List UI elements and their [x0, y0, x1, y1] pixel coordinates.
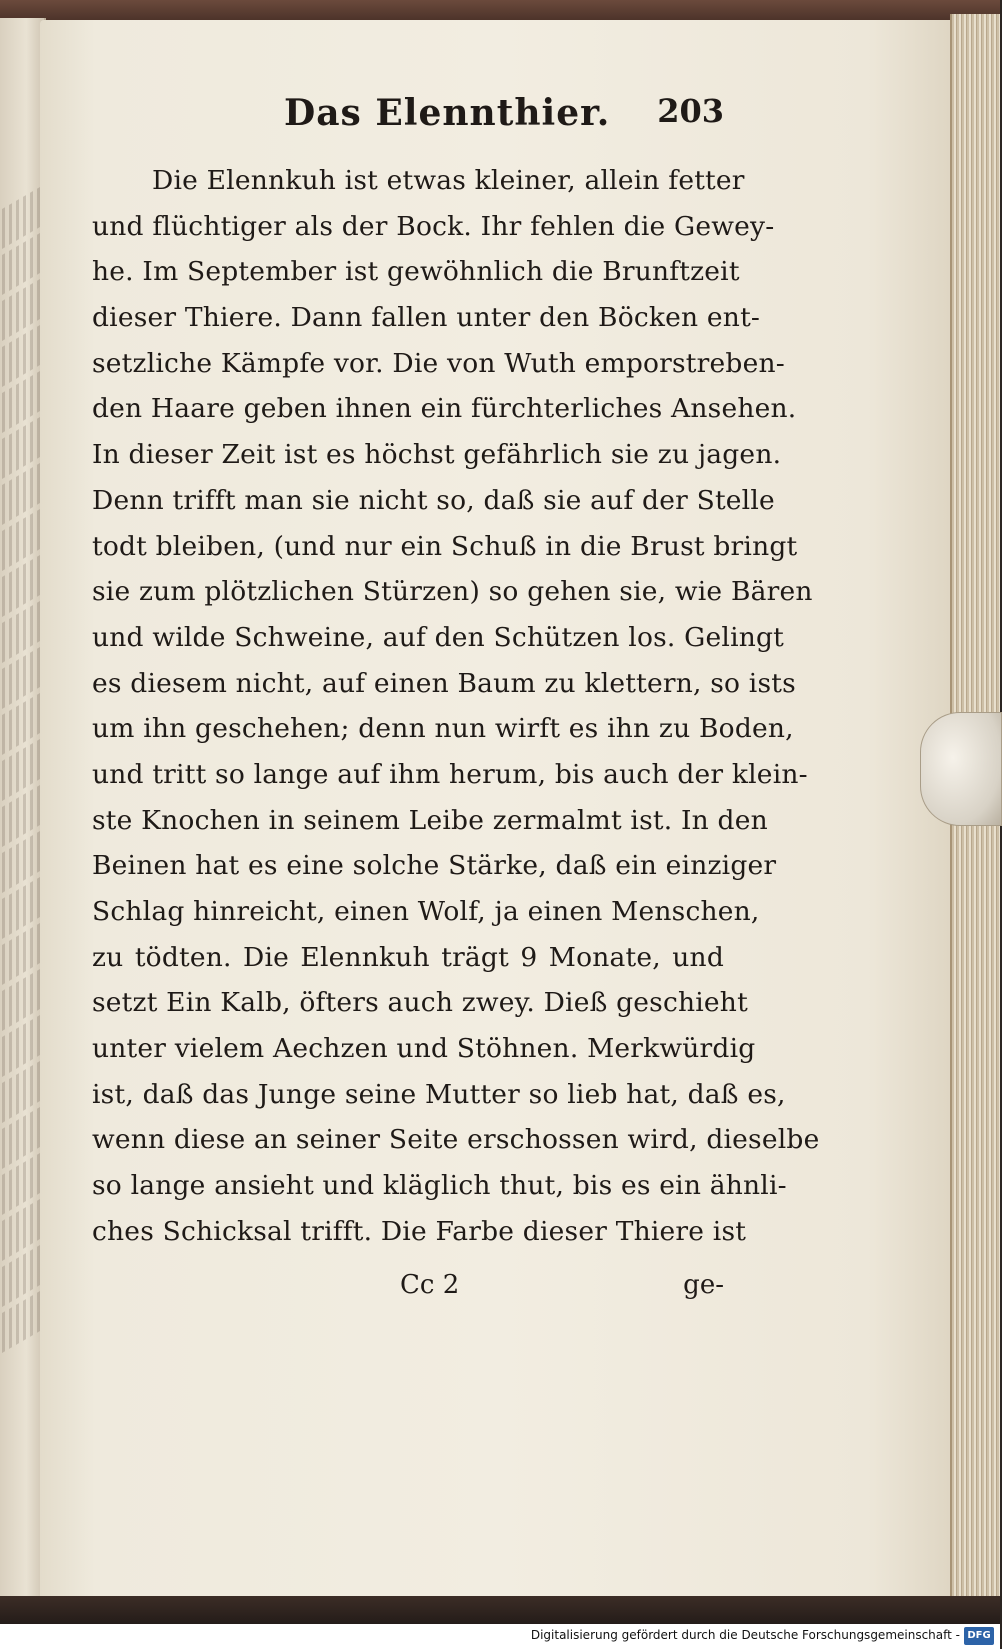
text-line: wenn diese an seiner Seite erschossen wird, dieselbe — [92, 1124, 820, 1156]
text-line: setzt Ein Kalb, öfters auch zwey. Dieß geschieht — [92, 987, 748, 1019]
text-line: Denn trifft man sie nicht so, daß sie auf der Stelle — [92, 484, 775, 516]
text-line: unter vielem Aechzen und Stöhnen. Merkwürdig — [92, 1033, 756, 1065]
dfg-logo: DFG — [964, 1627, 994, 1645]
text-line: und wilde Schweine, auf den Schützen los. Gelingt — [92, 621, 785, 653]
page-number: 203 — [657, 92, 724, 130]
facing-page-text-fragments — [2, 198, 40, 1378]
text-line: setzliche Kämpfe vor. Die von Wuth emporstreben- — [92, 347, 785, 379]
text-line: und flüchtiger als der Bock. Ihr fehlen die Gewey- — [92, 210, 775, 242]
text-line: und tritt so lange auf ihm herum, bis auch der klein- — [92, 758, 808, 790]
text-line: um ihn geschehen; denn nun wirft es ihn zu Boden, — [92, 713, 794, 745]
text-line: den Haare geben ihnen ein fürchterliches Ansehen. — [92, 393, 797, 425]
scan-background-bottom — [0, 1596, 1000, 1624]
text-line: Beinen hat es eine solche Stärke, daß ein einziger — [92, 850, 777, 882]
text-line: Die Elennkuh ist etwas kleiner, allein fetter — [152, 165, 745, 196]
text-line: Schlag hinreicht, einen Wolf, ja einen Menschen, — [92, 896, 760, 927]
catchword: ge- — [683, 1270, 724, 1300]
text-line: he. Im September ist gewöhnlich die Brunftzeit — [92, 256, 740, 288]
page-header — [284, 92, 724, 152]
text-line: todt bleiben, (und nur ein Schuß in die Brust bringt — [92, 530, 798, 562]
text-line: es diesem nicht, auf einen Baum zu klettern, so ists — [92, 667, 796, 699]
text-line: zu tödten. Die Elennkuh trägt 9 Monate, und — [92, 941, 724, 973]
body-text — [92, 158, 820, 1255]
page-clip — [920, 712, 1002, 826]
text-line: ches Schicksal trifft. Die Farbe dieser Thiere ist — [92, 1215, 747, 1247]
text-line: ste Knochen in seinem Leibe zermalmt ist. In den — [92, 804, 768, 836]
running-head: Das Elennthier. — [284, 92, 611, 134]
text-line: so lange ansieht und kläglich thut, bis es ein ähnli- — [92, 1170, 787, 1202]
book-cover-top — [0, 0, 1000, 22]
signature-mark: Cc 2 — [400, 1270, 460, 1300]
text-line: In dieser Zeit ist es höchst gefährlich sie zu jagen. — [92, 439, 782, 471]
text-line: ist, daß das Junge seine Mutter so lieb hat, daß es, — [92, 1078, 786, 1110]
text-line: sie zum plötzlichen Stürzen) so gehen sie, wie Bären — [92, 576, 813, 608]
credit-bar — [0, 1624, 1000, 1649]
digitization-credit: Digitalisierung gefördert durch die Deutsche Forschungsgemeinschaft - — [530, 1628, 960, 1642]
page-footer — [400, 1270, 724, 1310]
text-line: dieser Thiere. Dann fallen unter den Böcken ent- — [92, 302, 761, 334]
